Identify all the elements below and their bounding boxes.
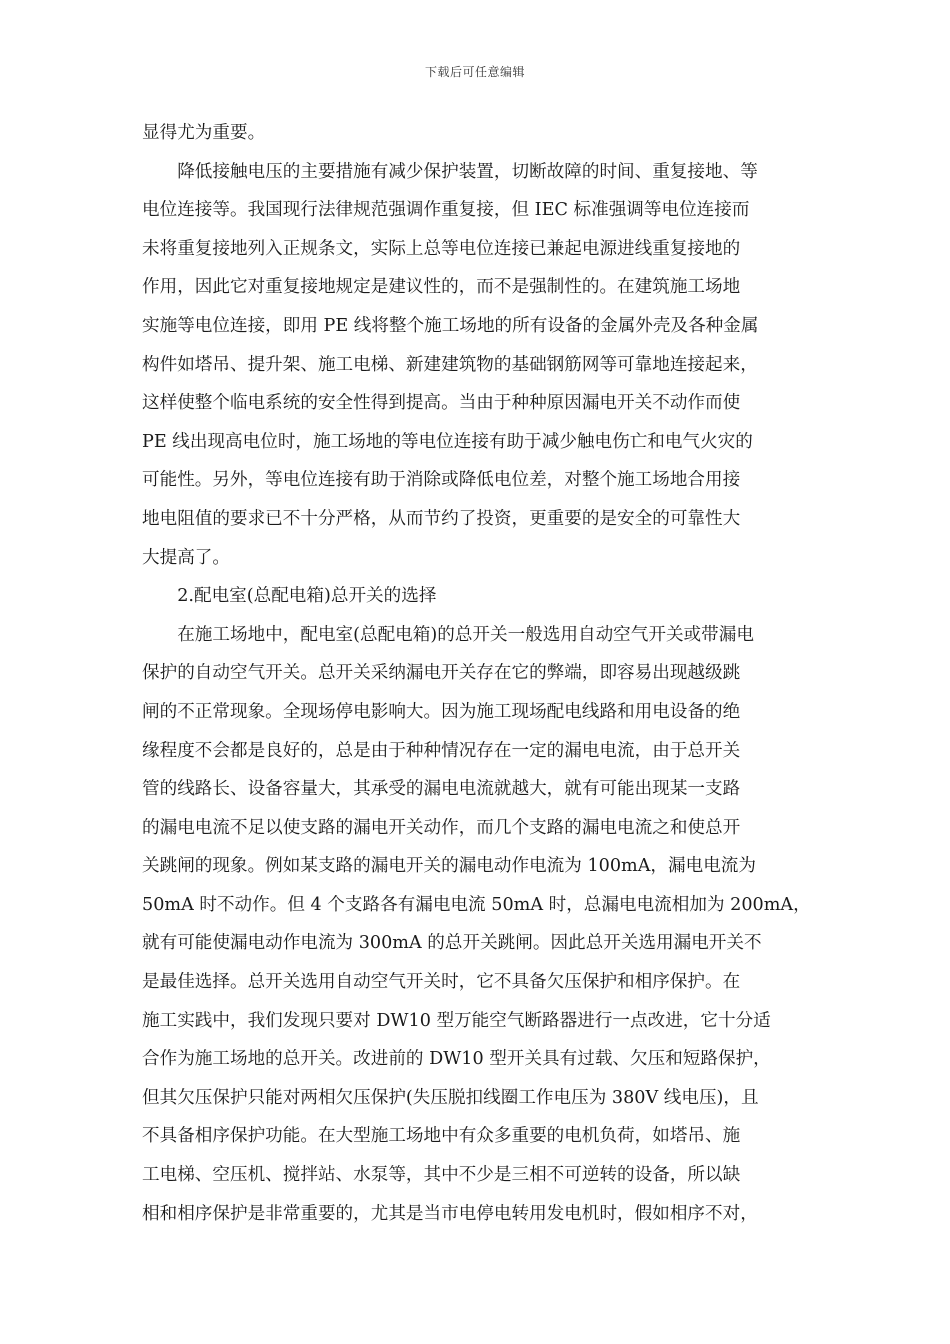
text-line: 的漏电电流不足以使支路的漏电开关动作，而几个支路的漏电电流之和使总开 [142, 817, 741, 838]
text-line: 作用，因此它对重复接地规定是建议性的，而不是强制性的。在建筑施工场地 [142, 277, 741, 298]
text-line: 不具备相序保护功能。在大型施工场地中有众多重要的电机负荷，如塔吊、施 [142, 1126, 741, 1147]
text-line: 保护的自动空气开关。总开关采纳漏电开关存在它的弊端，即容易出现越级跳 [142, 663, 741, 684]
text-line: 缘程度不会都是良好的，总是由于种种情况存在一定的漏电电流，由于总开关 [142, 740, 741, 761]
paragraph-2 [142, 153, 810, 578]
text-line: 未将重复接地列入正规条文，实际上总等电位连接已兼起电源进线重复接地的 [142, 238, 741, 259]
text-line: 电位连接等。我国现行法律规范强调作重复接，但 IEC 标准强调等电位连接而 [142, 200, 750, 221]
text-line: 管的线路长、设备容量大，其承受的漏电电流就越大，就有可能出现某一支路 [142, 779, 741, 800]
text-line: 可能性。另外，等电位连接有助于消除或降低电位差，对整个施工场地合用接 [142, 470, 741, 491]
text-line: 合作为施工场地的总开关。改进前的 DW10 型开关具有过载、欠压和短路保护， [142, 1049, 771, 1070]
text-line: PE 线出现高电位时，施工场地的等电位连接有助于减少触电伤亡和电气火灾的 [142, 431, 753, 452]
paragraph-1 [142, 114, 810, 153]
document-body [142, 114, 810, 1233]
section-heading: 2.配电室(总配电箱)总开关的选择 [177, 586, 437, 607]
text-line: 是最佳选择。总开关选用自动空气开关时，它不具备欠压保护和相序保护。在 [142, 972, 741, 993]
text-line: 地电阻值的要求已不十分严格，从而节约了投资，更重要的是安全的可靠性大 [142, 508, 741, 529]
text-line: 实施等电位连接，即用 PE 线将整个施工场地的所有设备的金属外壳及各种金属 [142, 315, 759, 336]
text-line: 这样使整个临电系统的安全性得到提高。当由于种种原因漏电开关不动作而使 [142, 393, 741, 414]
text-line: 在施工场地中，配电室(总配电箱)的总开关一般选用自动空气开关或带漏电 [177, 624, 754, 645]
text-line: 大提高了。 [142, 547, 230, 568]
paragraph-3 [142, 616, 810, 1234]
text-line: 工电梯、空压机、搅拌站、水泵等，其中不少是三相不可逆转的设备，所以缺 [142, 1165, 741, 1186]
text-line: 就有可能使漏电动作电流为 300mA 的总开关跳闸。因此总开关选用漏电开关不 [142, 933, 762, 954]
text-line: 降低接触电压的主要措施有减少保护装置，切断故障的时间、重复接地、等 [177, 161, 758, 182]
text-line: 闸的不正常现象。全现场停电影响大。因为施工现场配电线路和用电设备的绝 [142, 701, 741, 722]
text-line: 构件如塔吊、提升架、施工电梯、新建建筑物的基础钢筋网等可靠地连接起来， [142, 354, 758, 375]
text-line: 但其欠压保护只能对两相欠压保护(失压脱扣线圈工作电压为 380V 线电压)，且 [142, 1087, 759, 1108]
text-line: 关跳闸的现象。例如某支路的漏电开关的漏电动作电流为 100mA，漏电电流为 [142, 856, 756, 877]
text-line: 施工实践中，我们发现只要对 DW10 型万能空气断路器进行一点改进，它十分适 [142, 1010, 771, 1031]
page-header: 下载后可任意编辑 [424, 65, 525, 79]
text-line: 相和相序保护是非常重要的，尤其是当市电停电转用发电机时，假如相序不对， [142, 1203, 758, 1224]
text-line: 显得尤为重要。 [142, 123, 266, 143]
text-line: 50mA 时不动作。但 4 个支路各有漏电电流 50mA 时，总漏电电流相加为 200mA， [142, 894, 811, 915]
